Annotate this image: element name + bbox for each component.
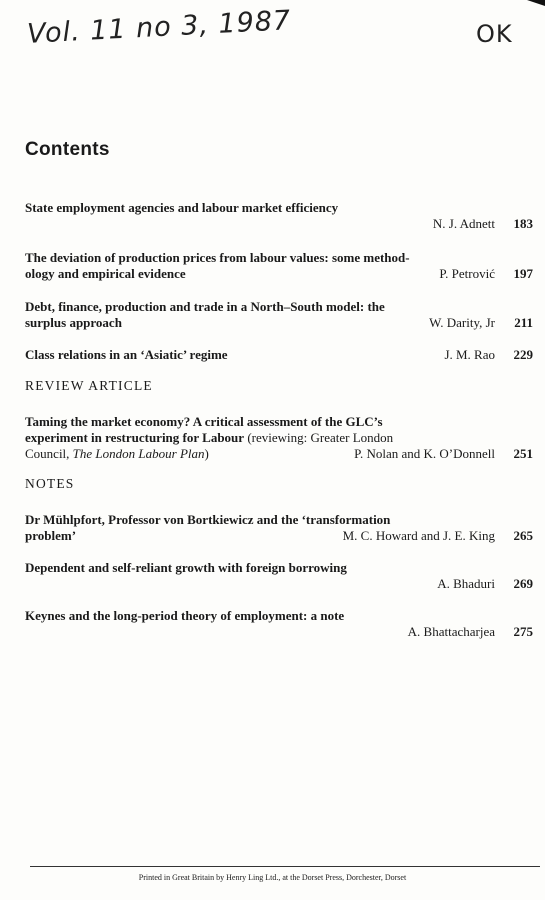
entry-page: 251 [513, 446, 533, 461]
entry-title: Keynes and the long-period theory of employment: a note [25, 608, 345, 623]
footer-rule [30, 866, 540, 867]
entry-author: J. M. Rao [444, 347, 495, 362]
entry-page: 269 [513, 576, 533, 591]
entry-page: 265 [513, 528, 533, 543]
page-title: Contents [25, 139, 110, 160]
entry-page: 183 [513, 216, 533, 231]
review-title-italic: The London Labour Plan [72, 446, 205, 461]
printer-footer: Printed in Great Britain by Henry Ling Ltd., at the Dorset Press, Dorchester, Dorset [138, 873, 407, 882]
entry-title: Class relations in an ‘Asiatic’ regime [25, 347, 228, 362]
entry-page: 229 [513, 347, 533, 362]
entry-title: The deviation of production prices from labour values: some method- [25, 250, 410, 265]
entry-title: State employment agencies and labour market efficiency [25, 200, 339, 215]
corner-mark [527, 0, 545, 6]
entry-title: ology and empirical evidence [25, 266, 186, 281]
entry-author: W. Darity, Jr [429, 315, 495, 330]
review-title-plain: (reviewing: Greater London [244, 430, 394, 445]
entry-author: P. Petrović [439, 266, 495, 281]
entry-title: Dr Mühlpfort, Professor von Bortkiewicz and the ‘transformation [25, 512, 391, 527]
entry-page: 211 [514, 315, 533, 330]
contents-entry [25, 347, 533, 363]
entry-page: 197 [513, 266, 533, 281]
contents-entry [25, 608, 533, 640]
section-heading-notes: NOTES [25, 476, 75, 491]
review-title-end: ) [204, 446, 209, 461]
contents-entry [25, 250, 533, 282]
handwritten-volume-note: Vol. 11 no 3, 1987 [26, 5, 292, 50]
review-title-line: Taming the market economy? A critical assessment of the GLC’s [25, 414, 383, 429]
entry-title: problem’ [25, 528, 77, 543]
review-title-bold: experiment in restructuring for Labour [25, 430, 245, 445]
contents-entry [25, 299, 533, 331]
entry-title: surplus approach [25, 315, 122, 330]
contents-entry [25, 560, 533, 592]
review-entry [25, 414, 533, 462]
entry-page: 275 [513, 624, 533, 639]
review-title-plain: Council, [25, 446, 73, 461]
section-heading-review: REVIEW ARTICLE [25, 378, 153, 393]
handwritten-ok-note: OK [476, 20, 513, 48]
entry-author: M. C. Howard and J. E. King [342, 528, 495, 543]
entry-title: Debt, finance, production and trade in a North–South model: the [25, 299, 385, 314]
entry-author: A. Bhaduri [437, 576, 495, 591]
contents-entry [25, 200, 533, 232]
contents-entry [25, 512, 533, 544]
entry-title: Dependent and self-reliant growth with foreign borrowing [25, 560, 347, 575]
entry-author: N. J. Adnett [432, 216, 495, 231]
entry-author: A. Bhattacharjea [407, 624, 495, 639]
entry-author: P. Nolan and K. O’Donnell [354, 446, 495, 461]
